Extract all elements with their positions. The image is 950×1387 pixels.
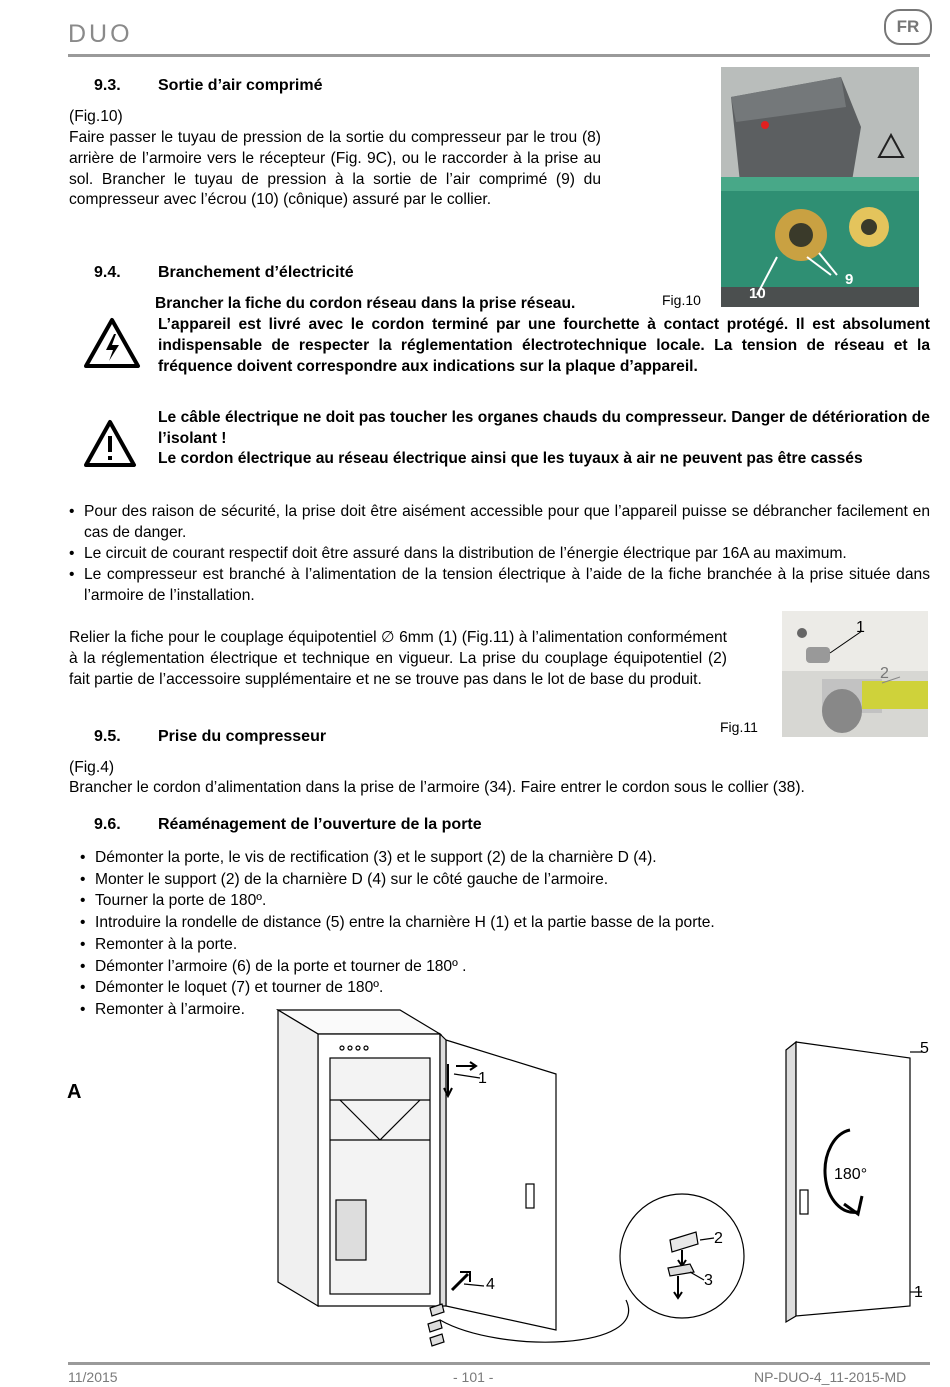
callout-10: 10 bbox=[749, 285, 766, 302]
section-title: Réaménagement de l’ouverture de la porte bbox=[158, 816, 482, 833]
list-item: • Démonter le loquet (7) et tourner de 180º. bbox=[78, 977, 928, 999]
equipotential-plug-illustration bbox=[782, 611, 928, 737]
callout-1: 1 bbox=[856, 619, 865, 636]
electrical-warning-text: L’appareil est livré avec le cordon terminé par une fourchette à contact protégé. Il est absolument indispensable de respecter la réglementation électrotechnique locale. La tension de réseau et la fréquence doivent correspondre aux indications sur la plaque d’appareil. bbox=[158, 316, 930, 375]
section-title: Branchement d’électricité bbox=[158, 264, 354, 281]
section-heading-9-6 bbox=[94, 816, 482, 834]
electrical-hazard-icon bbox=[83, 317, 141, 369]
figure-reference: (Fig.10) bbox=[69, 108, 123, 125]
door-procedure-list bbox=[78, 847, 928, 1021]
figure-reference: (Fig.4) bbox=[69, 759, 115, 776]
footer-date: 11/2015 bbox=[68, 1369, 118, 1385]
page-number: - 101 - bbox=[453, 1369, 494, 1385]
section-title: Sortie d’air comprimé bbox=[158, 77, 323, 94]
equipotential-paragraph: Relier la fiche pour le couplage équipotentiel ∅ 6mm (1) (Fig.11) à l’alimentation conformément à la réglementation électrique et technique en vigueur. La prise du couplage équipotentiel (2) fait partie de l’accessoire supplémentaire et ne se trouve pas dans le lot de base du produit. bbox=[69, 629, 727, 688]
compressor-outlet-illustration bbox=[721, 67, 919, 307]
callout-1-bottom: 1 bbox=[914, 1284, 923, 1301]
figure-10-caption: Fig.10 bbox=[662, 292, 701, 308]
list-item: • Pour des raison de sécurité, la prise doit être aisément accessible pour que l’appareil puisse se débrancher facilement en cas de danger. bbox=[67, 501, 930, 543]
document-code: NP-DUO-4_11-2015-MD bbox=[754, 1369, 907, 1385]
header-rule bbox=[68, 54, 930, 57]
section-title: Prise du compresseur bbox=[158, 728, 327, 745]
section-number: 9.6. bbox=[94, 816, 121, 833]
section-number: 9.3. bbox=[94, 77, 121, 94]
footer-rule bbox=[68, 1362, 930, 1365]
figure-11-caption: Fig.11 bbox=[720, 719, 758, 735]
list-item: • Le circuit de courant respectif doit être assuré dans la distribution de l’énergie électrique par 16A au maximum. bbox=[67, 543, 930, 564]
callout-4: 4 bbox=[486, 1276, 495, 1293]
safety-bullet-list bbox=[67, 501, 930, 606]
callout-9: 9 bbox=[845, 271, 854, 288]
figure-11-photo bbox=[782, 611, 928, 737]
warning-icon bbox=[83, 419, 137, 468]
list-item: • Démonter la porte, le vis de rectification (3) et le support (2) de la charnière D (4). bbox=[78, 847, 928, 869]
document-title: DUO bbox=[68, 20, 133, 48]
list-item: • Monter le support (2) de la charnière D (4) sur le côté gauche de l’armoire. bbox=[78, 869, 928, 891]
figure-a-illustration bbox=[270, 1000, 940, 1358]
list-item: • Remonter à la porte. bbox=[78, 934, 928, 956]
figure-10-photo bbox=[721, 67, 919, 307]
callout-2: 2 bbox=[714, 1230, 723, 1247]
callout-1: 1 bbox=[478, 1070, 487, 1087]
callout-2: 2 bbox=[880, 665, 889, 682]
section-heading-9-3 bbox=[94, 77, 323, 95]
rotation-angle: 180° bbox=[834, 1166, 868, 1183]
list-item: • Introduire la rondelle de distance (5) entre la charnière H (1) et la partie basse de la porte. bbox=[78, 912, 928, 934]
list-item: • Tourner la porte de 180º. bbox=[78, 890, 928, 912]
paragraph-9-3: Faire passer le tuyau de pression de la sortie du compresseur par le trou (8) arrière de l’armoire vers le récepteur (Fig. 9C), ou le raccorder à la prise au sol. Brancher le tuyau de pression à la sortie de l’air comprimé (9) du compresseur avec l’écrou (10) (cônique) assuré par le collier. bbox=[69, 129, 601, 209]
list-item: • Démonter l’armoire (6) de la porte et tourner de 180º . bbox=[78, 956, 928, 978]
section-heading-9-4 bbox=[94, 264, 354, 282]
paragraph-9-5: Brancher le cordon d’alimentation dans la prise de l’armoire (34). Faire entrer le cordon sous le collier (38). bbox=[69, 779, 805, 796]
list-item: • Remonter à l’armoire. bbox=[78, 999, 928, 1021]
cable-warning-text: Le câble électrique ne doit pas toucher les organes chauds du compresseur. Danger de détérioration de l’isolant ! bbox=[158, 409, 930, 447]
connection-instruction: Brancher la fiche du cordon réseau dans la prise réseau. bbox=[155, 295, 576, 312]
figure-a-label: A bbox=[67, 1081, 82, 1103]
callout-3: 3 bbox=[704, 1272, 713, 1289]
callout-5: 5 bbox=[920, 1040, 929, 1057]
section-heading-9-5 bbox=[94, 728, 326, 746]
language-badge: FR bbox=[884, 9, 932, 45]
hose-warning-text: Le cordon électrique au réseau électrique ainsi que les tuyaux à air ne peuvent pas être cassés bbox=[158, 450, 863, 467]
list-item: • Le compresseur est branché à l’alimentation de la tension électrique à l’aide de la fiche branchée à la prise située dans l’armoire de l’installation. bbox=[67, 564, 930, 606]
section-number: 9.5. bbox=[94, 728, 121, 745]
section-number: 9.4. bbox=[94, 264, 121, 281]
